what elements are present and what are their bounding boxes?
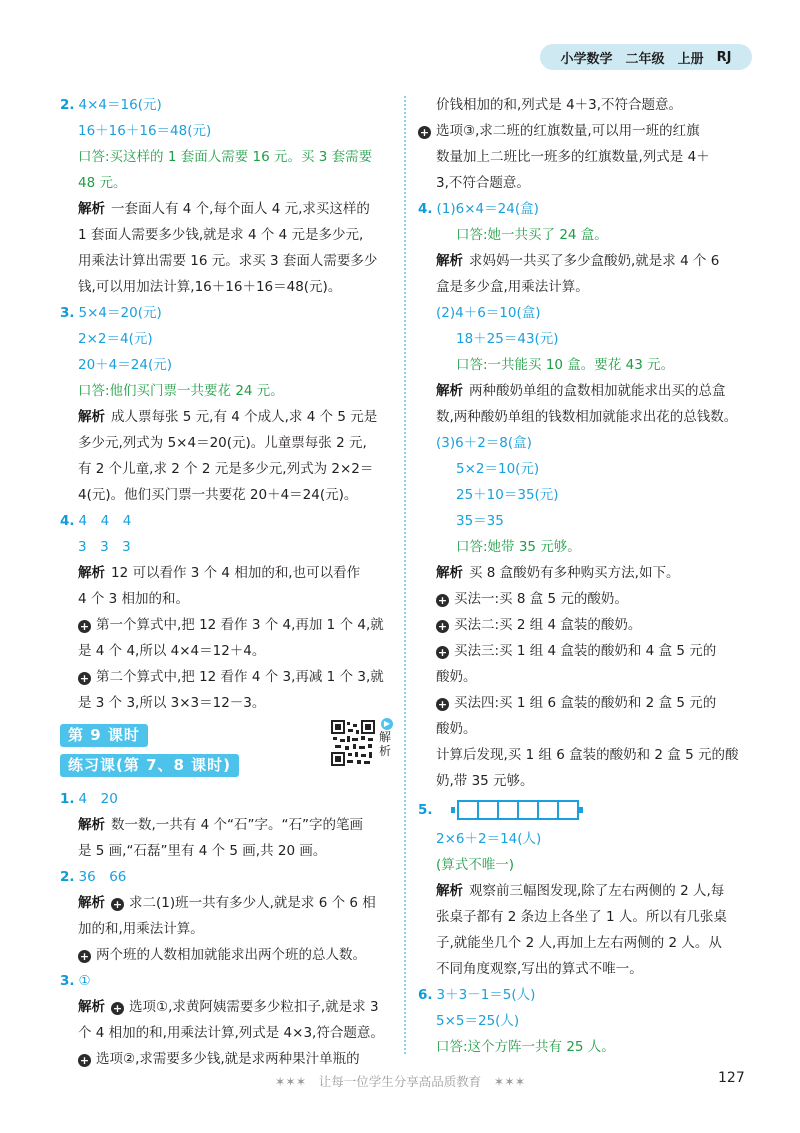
q3-analysis-1: 解析 成人票每张 5 元,有 4 个成人,求 4 个 5 元是 <box>78 409 378 425</box>
p1-analysis-1: 解析 数一数,一共有 4 个“石”字。“石”字的笔画 <box>78 817 363 833</box>
q4-line-2: 3 3 3 <box>78 539 131 555</box>
lesson-header <box>60 719 395 786</box>
p5-line-0: 5. <box>418 794 756 826</box>
p4-answer-1: 口答:她一共买了 24 盒。 <box>456 227 608 243</box>
p4-line-5: 5×2＝10(元) <box>456 461 540 477</box>
play-icon[interactable]: ▶ <box>381 718 393 730</box>
p6-answer: 口答:这个方阵一共有 25 人。 <box>436 1039 615 1055</box>
p3-cont-1: 价钱相加的和,列式是 4＋3,不符合题意。 <box>436 97 683 113</box>
q4-analysis-1: 解析 12 可以看作 3 个 4 相加的和,也可以看作 <box>78 565 361 581</box>
p5-analysis-1: 解析 观察前三幅图发现,除了左右两侧的 2 人,每 <box>436 883 725 899</box>
q4-bullet-2a: + 第二个算式中,把 12 看作 4 个 3,再减 1 个 3,就 <box>79 669 384 685</box>
p4-conclusion-1: 计算后发现,买 1 组 6 盒装的酸奶和 2 盒 5 元的酸 <box>436 747 739 763</box>
plus-bullet-icon: + <box>79 1054 90 1067</box>
p3-analysis-2: 个 4 相加的和,用乘法计算,列式是 4×3,符合题意。 <box>78 1025 384 1041</box>
table-icon <box>457 800 479 820</box>
plus-bullet-icon: + <box>112 1002 123 1015</box>
q2-analysis-4: 钱,可以用加法计算,16＋16＋16＝48(元)。 <box>78 279 342 295</box>
seat-icon <box>451 807 455 813</box>
p4-analysis-3: 解析 两种酸奶单组的盒数相加就能求出买的总盒 <box>436 383 726 399</box>
p1-line-1: 1. 4 20 <box>60 791 118 807</box>
q2-line-2: 16＋16＋16＝48(元) <box>78 123 212 139</box>
plus-bullet-icon: + <box>437 594 448 607</box>
p4-conclusion-2: 奶,带 35 元够。 <box>436 773 534 789</box>
header-subject: 小学数学 <box>560 51 613 67</box>
plus-bullet-icon: + <box>79 672 90 685</box>
q3-analysis-4: 4(元)。他们买门票一共要花 20＋4＝24(元)。 <box>78 487 358 503</box>
p4-method-3b: 酸奶。 <box>436 669 477 685</box>
p3-line-1: 3. ① <box>60 973 91 989</box>
p4-analysis-4: 数,两种酸奶单组的钱数相加就能求出花的总钱数。 <box>436 409 738 425</box>
q3-line-1: 3. 5×4＝20(元) <box>60 305 162 321</box>
p3-bullet-3c: 3,不符合题意。 <box>436 175 530 191</box>
plus-bullet-icon: + <box>437 698 448 711</box>
p5-analysis-2: 张桌子都有 2 条边上各坐了 1 人。所以有几张桌 <box>436 909 727 925</box>
footer-slogan: ✶✶✶ 让每一位学生分享高品质教育 ✶✶✶ <box>274 1074 526 1089</box>
right-column <box>418 92 756 1060</box>
p4-method-4b: 酸奶。 <box>436 721 477 737</box>
p4-answer-2: 口答:一共能买 10 盒。要花 43 元。 <box>456 357 675 373</box>
table-icon <box>557 800 579 820</box>
plus-bullet-icon: + <box>437 620 448 633</box>
table-icon <box>497 800 519 820</box>
p4-method-1: + 买法一:买 8 盒 5 元的酸奶。 <box>437 591 628 607</box>
qr-label: 解析 <box>379 730 392 758</box>
q4-line-1: 4. 4 4 4 <box>60 513 132 529</box>
plus-bullet-icon: + <box>112 898 123 911</box>
p4-method-2: + 买法二:买 2 组 4 盒装的酸奶。 <box>437 617 642 633</box>
p4-line-1: 4. (1)6×4＝24(盒) <box>418 201 539 217</box>
q3-line-3: 20＋4＝24(元) <box>78 357 172 373</box>
q3-analysis-3: 有 2 个儿童,求 2 个 2 元是多少元,列式为 2×2＝ <box>78 461 374 477</box>
q2-analysis-1: 解析 一套面人有 4 个,每个面人 4 元,求买这样的 <box>78 201 370 217</box>
plus-bullet-icon: + <box>79 950 90 963</box>
p5-line-2: (算式不唯一) <box>436 857 515 873</box>
p4-line-3: 18＋25＝43(元) <box>456 331 559 347</box>
p2-analysis-1: 解析 + 求二(1)班一共有多少人,就是求 6 个 6 相 <box>78 895 376 911</box>
header-badge <box>540 44 752 70</box>
table-icon <box>477 800 499 820</box>
p5-analysis-3: 子,就能坐几个 2 人,再加上左右两侧的 2 人。从 <box>436 935 722 951</box>
p3-analysis-1: 解析 + 选项①,求黄阿姨需要多少粒扣子,就是求 3 <box>78 999 379 1015</box>
p4-analysis-1: 解析 求妈妈一共买了多少盒酸奶,就是求 4 个 6 <box>436 253 720 269</box>
p2-analysis-2: 加的和,用乘法计算。 <box>78 921 204 937</box>
p4-line-2: (2)4＋6＝10(盒) <box>436 305 541 321</box>
p4-line-7: 35＝35 <box>456 513 504 529</box>
q4-bullet-1a: + 第一个算式中,把 12 看作 3 个 4,再加 1 个 4,就 <box>79 617 384 633</box>
q2-analysis-2: 1 套面人需要多少钱,就是求 4 个 4 元是多少元, <box>78 227 364 243</box>
p4-line-6: 25＋10＝35(元) <box>456 487 559 503</box>
p4-line-4: (3)6＋2＝8(盒) <box>436 435 532 451</box>
page-number: 127 <box>718 1070 745 1086</box>
q4-analysis-2: 4 个 3 相加的和。 <box>78 591 190 607</box>
qr-code-icon[interactable] <box>331 720 375 766</box>
p3-bullet-3a: + 选项③,求二班的红旗数量,可以用一班的红旗 <box>419 123 700 139</box>
p1-analysis-2: 是 5 画,“石磊”里有 4 个 5 画,共 20 画。 <box>78 843 327 859</box>
table-icon <box>517 800 539 820</box>
seat-icon <box>579 807 583 813</box>
lesson-subtitle: 练习课(第 7、8 课时) <box>60 754 239 777</box>
p3-bullet-2: + 选项②,求需要多少钱,就是求两种果汁单瓶的 <box>79 1051 360 1067</box>
plus-bullet-icon: + <box>437 646 448 659</box>
q4-bullet-2b: 是 3 个 3,所以 3×3＝12－3。 <box>78 695 266 711</box>
p4-analysis-2: 盒是多少盒,用乘法计算。 <box>436 279 589 295</box>
q2-answer-2: 48 元。 <box>78 175 127 191</box>
p4-answer-3: 口答:她带 35 元够。 <box>456 539 581 555</box>
plus-bullet-icon: + <box>79 620 90 633</box>
lesson-title: 第 9 课时 <box>60 724 148 747</box>
table-row-diagram <box>449 800 585 820</box>
p4-method-4a: + 买法四:买 1 组 6 盒装的酸奶和 2 盒 5 元的 <box>437 695 717 711</box>
q3-analysis-2: 多少元,列式为 5×4＝20(元)。儿童票每张 2 元, <box>78 435 367 451</box>
header-volume: 上册 <box>677 51 704 67</box>
column-divider <box>404 96 406 1054</box>
p5-analysis-4: 不同角度观察,写出的算式不唯一。 <box>436 961 643 977</box>
p6-line-2: 5×5＝25(人) <box>436 1013 520 1029</box>
p2-line-1: 2. 36 66 <box>60 869 127 885</box>
left-column <box>60 92 395 1072</box>
plus-bullet-icon: + <box>419 126 430 139</box>
q3-answer: 口答:他们买门票一共要花 24 元。 <box>78 383 284 399</box>
q2-line-1: 2. 4×4＝16(元) <box>60 97 162 113</box>
p4-analysis-5: 解析 买 8 盒酸奶有多种购买方法,如下。 <box>436 565 680 581</box>
table-icon <box>537 800 559 820</box>
q3-line-2: 2×2＝4(元) <box>78 331 153 347</box>
q2-answer-1: 口答:买这样的 1 套面人需要 16 元。买 3 套需要 <box>78 149 373 165</box>
header-grade: 二年级 <box>625 51 665 67</box>
q4-bullet-1b: 是 4 个 4,所以 4×4＝12＋4。 <box>78 643 266 659</box>
p4-method-3a: + 买法三:买 1 组 4 盒装的酸奶和 4 盒 5 元的 <box>437 643 717 659</box>
p3-bullet-3b: 数量加上二班比一班多的红旗数量,列式是 4＋ <box>436 149 710 165</box>
header-edition: RJ <box>716 49 732 65</box>
p6-line-1: 6. 3＋3－1＝5(人) <box>418 987 536 1003</box>
p5-line-1: 2×6＋2＝14(人) <box>436 831 542 847</box>
p2-bullet-2: + 两个班的人数相加就能求出两个班的总人数。 <box>79 947 366 963</box>
q2-analysis-3: 用乘法计算出需要 16 元。求买 3 套面人需要多少 <box>78 253 378 269</box>
